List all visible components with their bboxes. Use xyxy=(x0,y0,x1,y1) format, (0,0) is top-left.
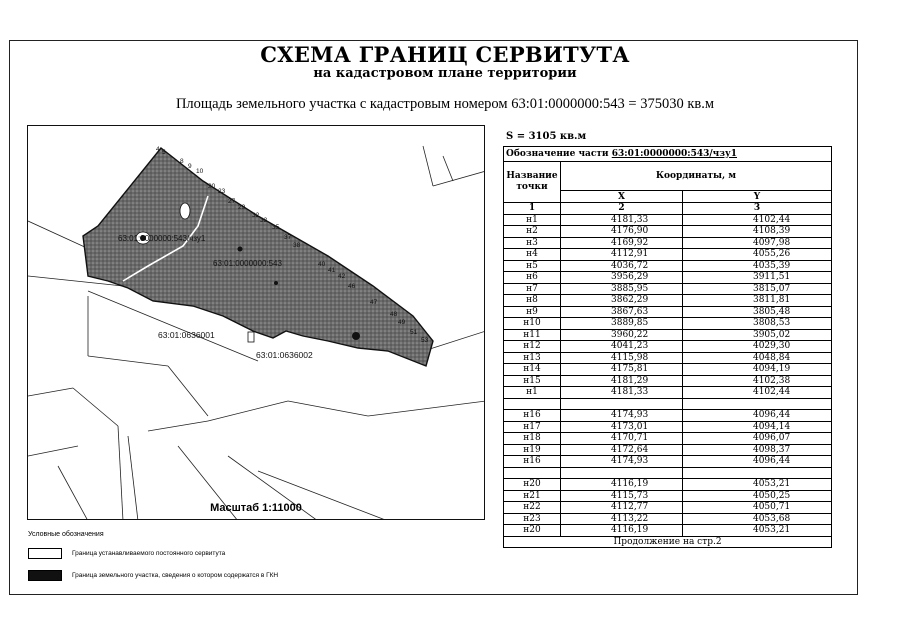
point-name: н6 xyxy=(504,272,561,284)
table-row xyxy=(504,295,832,307)
x-value: 4174,93 xyxy=(561,410,683,422)
col-y-header: Y xyxy=(682,191,831,203)
table-row xyxy=(504,260,832,272)
x-value: 3960,22 xyxy=(561,329,683,341)
boundary-point-label: 47 xyxy=(370,299,378,306)
table-row xyxy=(504,283,832,295)
point-name: н11 xyxy=(504,329,561,341)
table-row xyxy=(504,456,832,468)
table-row xyxy=(504,375,832,387)
boundary-point-label: 51 xyxy=(410,329,418,336)
point-name: н16 xyxy=(504,456,561,468)
boundary-point-label: 10 xyxy=(196,168,204,175)
x-value: 4181,33 xyxy=(561,214,683,226)
table-row xyxy=(504,444,832,456)
point-name: н20 xyxy=(504,479,561,491)
x-value: 4176,90 xyxy=(561,226,683,238)
page-subtitle: на кадастровом плане территории xyxy=(313,66,577,81)
table-row xyxy=(504,306,832,318)
y-value: 4098,37 xyxy=(682,444,831,456)
table-row xyxy=(504,364,832,376)
table-row xyxy=(504,249,832,261)
point-name: н9 xyxy=(504,306,561,318)
legend-swatch-parcel xyxy=(28,570,62,581)
quarter-label-1: 63:01:0636001 xyxy=(158,330,215,340)
table-row xyxy=(504,237,832,249)
point-name: н13 xyxy=(504,352,561,364)
x-value: 3867,63 xyxy=(561,306,683,318)
boundary-point-label: 8 xyxy=(180,158,184,165)
continuation-note: Продолжение на стр.2 xyxy=(504,536,832,548)
boundary-point-label: 41 xyxy=(328,267,336,274)
table-row xyxy=(504,421,832,433)
table-row xyxy=(504,226,832,238)
boundary-point-label: 53 xyxy=(421,337,429,344)
part-code: 63:01:0000000:543/чзу1 xyxy=(611,149,738,159)
x-value: 3956,29 xyxy=(561,272,683,284)
y-value: 4102,38 xyxy=(682,375,831,387)
table-row xyxy=(504,479,832,491)
boundary-point-label: 38 xyxy=(293,242,301,249)
y-value: 3811,81 xyxy=(682,295,831,307)
y-value: 3911,51 xyxy=(682,272,831,284)
cadastral-map xyxy=(27,125,485,520)
y-value: 3905,02 xyxy=(682,329,831,341)
x-value: 4113,22 xyxy=(561,513,683,525)
x-value xyxy=(561,467,683,479)
point-name: н1 xyxy=(504,214,561,226)
point-name: н5 xyxy=(504,260,561,272)
y-value: 4097,98 xyxy=(682,237,831,249)
boundary-point-label: 5 xyxy=(162,149,166,156)
y-value: 4050,25 xyxy=(682,490,831,502)
map-scale: Масштаб 1:11000 xyxy=(210,502,302,514)
boundary-point-label: 48 xyxy=(390,311,398,318)
point-name: н23 xyxy=(504,513,561,525)
table-row xyxy=(504,467,832,479)
area-statement: Площадь земельного участка с кадастровым номером 63:01:0000000:543 = 375030 кв.м xyxy=(175,96,715,112)
x-value: 4112,77 xyxy=(561,502,683,514)
y-value: 4094,14 xyxy=(682,421,831,433)
y-value: 4108,39 xyxy=(682,226,831,238)
table-row xyxy=(504,513,832,525)
x-value xyxy=(561,398,683,410)
legend-title: Условные обозначения xyxy=(28,531,104,538)
x-value: 3889,85 xyxy=(561,318,683,330)
x-value: 4175,81 xyxy=(561,364,683,376)
legend-item-parcel xyxy=(28,569,278,581)
table-row xyxy=(504,433,832,445)
page-title: СХЕМА ГРАНИЦ СЕРВИТУТА xyxy=(260,42,630,67)
boundary-point-label: 49 xyxy=(398,319,406,326)
x-value: 4173,01 xyxy=(561,421,683,433)
x-value: 4181,33 xyxy=(561,387,683,399)
y-value: 3815,07 xyxy=(682,283,831,295)
x-value: 4036,72 xyxy=(561,260,683,272)
parcel-label: 63:01:0000000:543 xyxy=(213,259,282,268)
point-name: н16 xyxy=(504,410,561,422)
point-name: н7 xyxy=(504,283,561,295)
point-name: н1 xyxy=(504,387,561,399)
table-row xyxy=(504,387,832,399)
x-value: 4174,93 xyxy=(561,456,683,468)
point-name: н22 xyxy=(504,502,561,514)
x-value: 3885,95 xyxy=(561,283,683,295)
x-value: 4170,71 xyxy=(561,433,683,445)
coordinates-table xyxy=(503,146,832,548)
x-value: 4116,19 xyxy=(561,479,683,491)
x-value: 4115,73 xyxy=(561,490,683,502)
x-value: 4172,64 xyxy=(561,444,683,456)
x-value: 4112,91 xyxy=(561,249,683,261)
legend-label-servitude: Граница устанавливаемого постоянного сервитута xyxy=(72,549,226,557)
legend-item-servitude xyxy=(28,547,225,559)
point-name: н17 xyxy=(504,421,561,433)
x-value: 4041,23 xyxy=(561,341,683,353)
legend-label-parcel: Граница земельного участка, сведения о котором содержатся в ГКН xyxy=(72,571,279,579)
y-value: 4053,68 xyxy=(682,513,831,525)
y-value xyxy=(682,398,831,410)
x-value: 4181,29 xyxy=(561,375,683,387)
y-value: 3808,53 xyxy=(682,318,831,330)
point-name: н14 xyxy=(504,364,561,376)
point-name: н4 xyxy=(504,249,561,261)
y-value: 4050,71 xyxy=(682,502,831,514)
boundary-point-label: 29 xyxy=(238,204,246,211)
table-row xyxy=(504,490,832,502)
part-label: 63:01:0000000:543/чзу1 xyxy=(118,234,206,243)
point-name: н21 xyxy=(504,490,561,502)
table-row xyxy=(504,272,832,284)
point-name: н8 xyxy=(504,295,561,307)
boundary-point-label: 20 xyxy=(208,183,216,190)
map-drawing xyxy=(28,126,485,520)
table-row xyxy=(504,352,832,364)
table-row xyxy=(504,214,832,226)
boundary-point-label: 35 xyxy=(272,224,280,231)
boundary-point-label: 23 xyxy=(218,188,226,195)
boundary-point-label: 40 xyxy=(318,261,326,268)
y-value: 4094,19 xyxy=(682,364,831,376)
col-num-3: 3 xyxy=(682,203,831,215)
y-value: 4035,39 xyxy=(682,260,831,272)
point-name: н18 xyxy=(504,433,561,445)
boundary-point-label: 46 xyxy=(348,283,356,290)
boundary-point-label: 42 xyxy=(338,273,346,280)
table-row xyxy=(504,329,832,341)
point-name: н12 xyxy=(504,341,561,353)
x-value: 4115,98 xyxy=(561,352,683,364)
boundary-point-label: 37 xyxy=(284,234,292,241)
y-value: 4055,26 xyxy=(682,249,831,261)
y-value: 4096,07 xyxy=(682,433,831,445)
table-row xyxy=(504,502,832,514)
col-name-header: Название точки xyxy=(504,162,561,203)
part-prefix: Обозначение части xyxy=(506,149,612,159)
x-value: 4169,92 xyxy=(561,237,683,249)
y-value: 4102,44 xyxy=(682,387,831,399)
y-value: 4096,44 xyxy=(682,410,831,422)
boundary-point-label: 32 xyxy=(252,212,260,219)
point-name xyxy=(504,398,561,410)
x-value: 3862,29 xyxy=(561,295,683,307)
y-value: 4053,21 xyxy=(682,525,831,537)
table-row xyxy=(504,410,832,422)
point-name: н19 xyxy=(504,444,561,456)
servitude-area: S = 3105 кв.м xyxy=(506,131,587,142)
point-name: н2 xyxy=(504,226,561,238)
col-num-1: 1 xyxy=(504,203,561,215)
table-row xyxy=(504,318,832,330)
x-value: 4116,19 xyxy=(561,525,683,537)
col-coords-header: Координаты, м xyxy=(561,162,832,191)
point-name: н3 xyxy=(504,237,561,249)
boundary-point-label: 9 xyxy=(188,163,192,170)
y-value: 4048,84 xyxy=(682,352,831,364)
col-num-2: 2 xyxy=(561,203,683,215)
legend-swatch-servitude xyxy=(28,548,62,559)
col-x-header: X xyxy=(561,191,683,203)
point-name xyxy=(504,467,561,479)
boundary-point-label: 33 xyxy=(260,217,268,224)
y-value: 3805,48 xyxy=(682,306,831,318)
boundary-point-label: 27 xyxy=(228,198,236,205)
y-value: 4102,44 xyxy=(682,214,831,226)
part-designation xyxy=(504,147,832,162)
continuation-row xyxy=(504,536,832,548)
table-row xyxy=(504,341,832,353)
point-name: н15 xyxy=(504,375,561,387)
table-row xyxy=(504,525,832,537)
parcel-area xyxy=(83,148,433,366)
y-value: 4029,30 xyxy=(682,341,831,353)
table-row xyxy=(504,398,832,410)
point-name: н10 xyxy=(504,318,561,330)
y-value xyxy=(682,467,831,479)
boundary-point-label: 4 xyxy=(156,146,160,153)
y-value: 4096,44 xyxy=(682,456,831,468)
y-value: 4053,21 xyxy=(682,479,831,491)
quarter-label-2: 63:01:0636002 xyxy=(256,350,313,360)
point-name: н20 xyxy=(504,525,561,537)
